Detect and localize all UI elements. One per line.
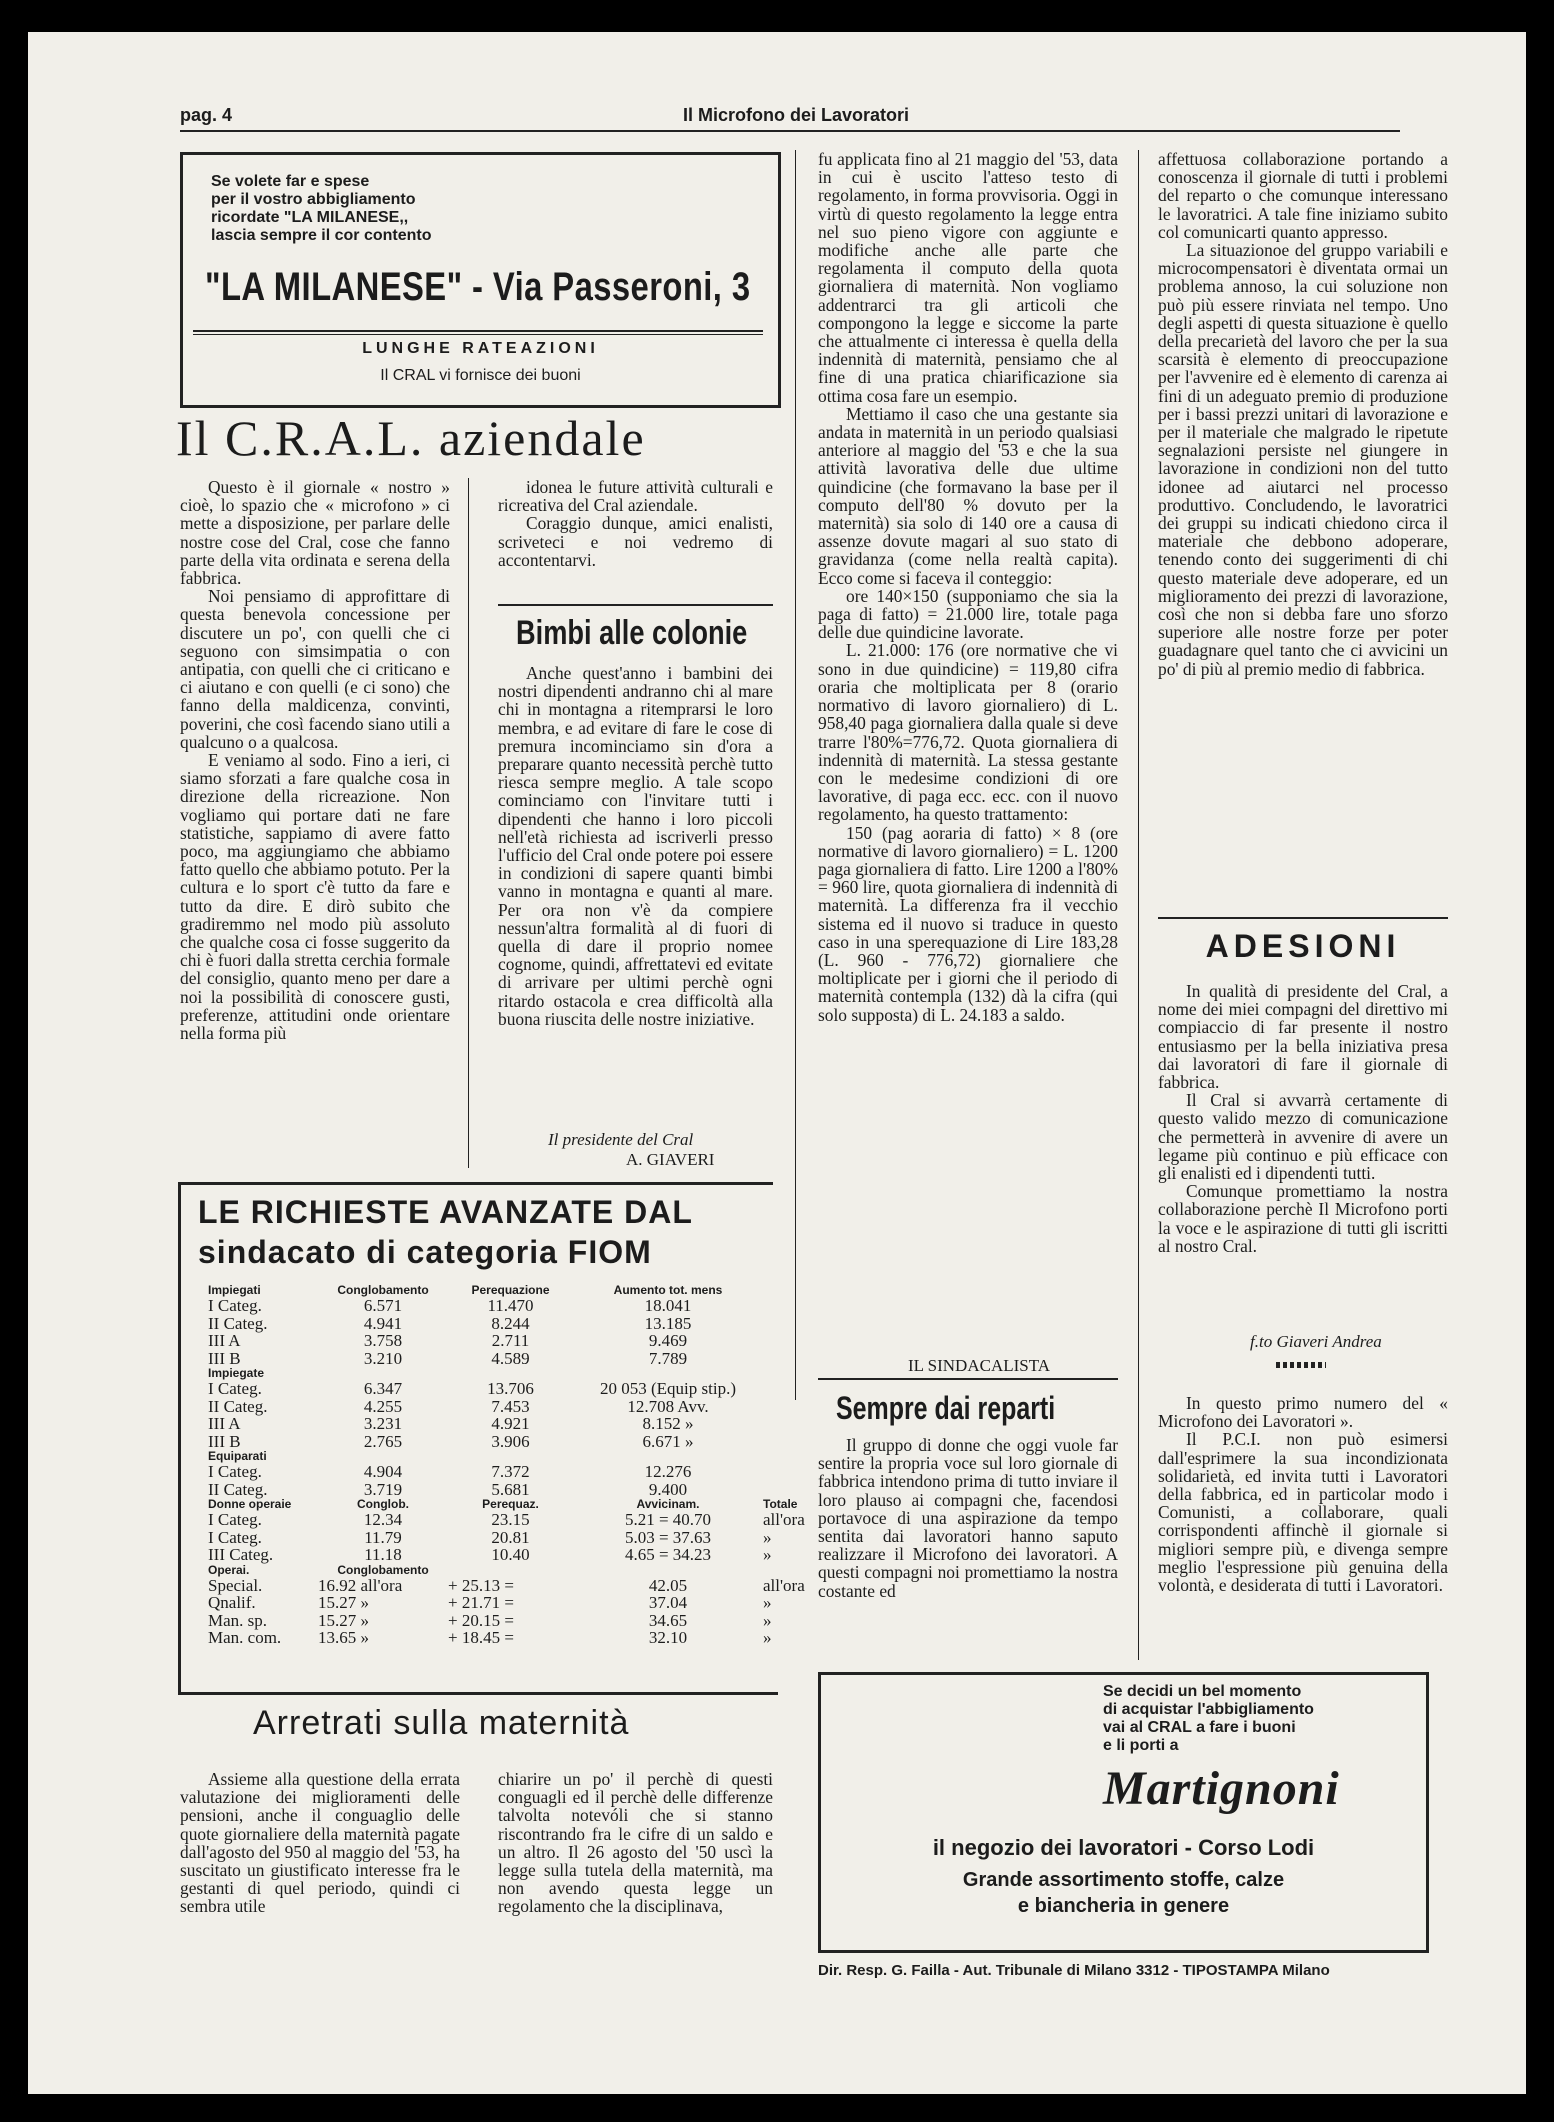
column-rule	[468, 478, 469, 1168]
table-cell: 12.708 Avv.	[627, 1396, 709, 1416]
table-cell: 3.210	[363, 1348, 403, 1368]
table-cell: 20 053 (Equip stip.)	[600, 1379, 736, 1398]
table-cell: 5.681	[491, 1479, 530, 1499]
table-cell: Man. com.	[208, 1628, 282, 1647]
table-row	[208, 1398, 823, 1416]
ad-la-milanese	[180, 152, 781, 408]
cral-column-2	[498, 478, 773, 569]
reparti-body	[818, 1436, 1118, 1600]
table-cell: »	[763, 1593, 772, 1612]
table-cell: 7.372	[491, 1462, 530, 1481]
table-cell: 12.276	[644, 1462, 692, 1481]
table-cell: 13.185	[644, 1313, 692, 1333]
table-row	[208, 1463, 823, 1481]
table-cell: 4.65 = 34.23	[624, 1545, 712, 1564]
table-cell: + 21.71 =	[448, 1593, 514, 1612]
ad-martignoni-offer-2: e biancheria in genere	[1017, 1895, 1230, 1917]
table-cell: 3.758	[363, 1331, 403, 1350]
table-cell: 2.711	[491, 1331, 530, 1350]
ad-line: lascia sempre il cor contento	[211, 227, 432, 244]
fiom-title-1: LE RICHIESTE AVANZATE DAL	[198, 1194, 693, 1230]
paragraph: Anche quest'anno i bambini dei nostri dipendenti andranno chi al mare chi in montagna a ritemprarsi le loro membra, e ad evitare di fare le cose di premura incominciamo sin d'ora a preparare quanto necessità perchè tutto riesca sempre meglio. A tale scopo cominciamo con l'invitare tutti i dipendenti che hanno i loro piccoli nell'età richiesta ad iscriverli presso l'ufficio del Cral onde potere poi essere in condizioni di sapere quanti bimbi vanno in montagna e quanti al mare. Per ora non v'è da compiere nessun'altra formalità al di fuori di quella di dare il proprio nomee cognome, quindi, affrettatevi ed evitate di arrivare per ultimi perchè ogni ritardo ostacola e crea difficoltà alla buona riuscita delle nostre iniziative.	[498, 663, 773, 1029]
table-cell: 9.400	[648, 1479, 688, 1499]
paragraph: Comunque promettiamo la nostra collaborazione perchè Il Microfono porti la voce e le aspirazione di tutti gli iscritti al nostro Cral.	[1158, 1181, 1448, 1256]
ad-line: per il vostro abbigliamento	[211, 191, 416, 208]
bimbi-signature-name: A. GIAVERI	[626, 1150, 715, 1169]
table-header: Equiparati	[208, 1449, 267, 1463]
table-row	[208, 1350, 823, 1368]
table-cell: 5.21 = 40.70	[624, 1510, 712, 1529]
table-row	[208, 1546, 823, 1564]
fiom-top-rule	[180, 1182, 773, 1185]
table-row	[208, 1629, 823, 1647]
table-cell: Special.	[208, 1575, 263, 1595]
table-header: Operai.	[208, 1562, 250, 1577]
table-cell: III Categ.	[208, 1545, 274, 1564]
header-rule	[180, 130, 1400, 132]
fiom-bottom-rule	[178, 1692, 778, 1695]
ad-martignoni	[818, 1672, 1429, 1953]
table-cell: »	[763, 1545, 772, 1564]
arretrati-title: Arretrati sulla maternità	[253, 1704, 630, 1742]
table-row	[208, 1433, 823, 1451]
paragraph: La situazionoe del gruppo variabili e microcompensatori è diventata ormai un problema annoso, la cui soluzione non può più essere rinviata nel tempo. Uno degli aspetti di questa situazione è quello della precarietà del lavoro che per la sua scarsità è elemento di preoccupazione per l'avvenire ed è elemento di carenza ai fini di un adeguato premio di produzione per i bassi prezzi unitari di lavorazione e per il materiale che malgrado le ripetute segnalazioni persiste nel giungere in lavorazione in condizioni non del tutto idonee ad aiutarci nel processo produttivo. Concludendo, le lavoratrici dei gruppi su indicati chiedono circa il materiale che debbono adoperare, tenendo conto dei suggerimenti di chi questo materiale deve adoperare, ed un miglioramento dei prezzi di lavorazione, così che non si debba fare uno sforzo superiore alle nostre forze per poter guadagnare quel tanto che ci avvicini un po' di più al premio medio di fabbrica.	[1158, 240, 1448, 679]
paragraph: In qualità di presidente del Cral, a nome dei miei compagni del direttivo mi compiaccio di far presente il nostro entusiasmo per la bella iniziativa presa dai lavoratori di fare il giornale di fabbrica.	[1158, 981, 1448, 1093]
table-cell: 8.244	[491, 1313, 530, 1333]
table-cell: 16.92 all'ora	[318, 1575, 403, 1595]
table-cell: I Categ.	[208, 1379, 262, 1398]
ad-line: di acquistar l'abbigliamento	[1103, 1701, 1314, 1718]
table-cell: Man. sp.	[208, 1610, 268, 1630]
reparti-column-4	[1158, 150, 1448, 678]
cral-article-title: Il C.R.A.L. aziendale	[176, 410, 646, 466]
table-cell: 23.15	[491, 1510, 530, 1529]
paragraph: fu applicata fino al 21 maggio del '53, data in cui è uscito l'atteso testo di regolamento, in forma provvisoria. Oggi in virtù di questo regolamento la legge entra nel suo pieno vigore con aggiunte e modifiche anche alle parte che regolamenta il computo della quota giornaliera di maternità. Non vogliamo addentrarci tra gli articoli che compongono la legge e siccome la parte che attualmente ci interessa è quella della indennità di maternità, pensiamo che al fine di una pratica chiarificazione sia ottima cosa fare un esempio.	[818, 149, 1118, 406]
table-cell: 4.589	[491, 1348, 530, 1368]
table-cell: + 20.15 =	[448, 1610, 514, 1630]
ad-milanese-terms: LUNGHE RATEAZIONI	[362, 340, 599, 357]
journal-title: Il Microfono dei Lavoratori	[683, 105, 910, 125]
table-header: Perequaz.	[482, 1497, 539, 1511]
table-cell: 9.469	[648, 1331, 688, 1350]
reparti-title: Sempre dai reparti	[836, 1390, 1056, 1426]
table-cell: 8.152 »	[642, 1414, 694, 1433]
divider	[193, 334, 763, 335]
table-cell: 6.571	[363, 1296, 403, 1315]
paragraph: Il gruppo di donne che oggi vuole far sentire la propria voce sul loro giornale di fabbrica intendono prima di tutto inviare il loro plauso ai compagni che, facendosi portavoce di una aspirazione da tempo sentita dai lavoratori hanno saputo realizzare il Microfono dei lavoratori. A questi compagni noi promettiamo la nostra costante ed	[818, 1435, 1118, 1601]
table-row	[208, 1297, 823, 1315]
table-cell: all'ora	[763, 1510, 805, 1529]
divider	[818, 1378, 1118, 1380]
fiom-left-rule	[178, 1182, 181, 1692]
ad-milanese-headline: "LA MILANESE" - Via Passeroni, 3	[205, 265, 751, 309]
paragraph: Il Cral si avvarrà certamente di questo valido mezzo di comunicazione che permetterà in avvenire di avere un legame più continuo e più efficace con gli enalisti ed i dipendenti tutti.	[1158, 1090, 1448, 1184]
column-rule	[795, 150, 796, 1400]
table-cell: 6.671 »	[642, 1431, 694, 1451]
table-cell: 11.79	[364, 1527, 402, 1547]
cral-column-1	[180, 478, 450, 1042]
table-cell: I Categ.	[208, 1296, 262, 1315]
table-header: Avvicinam.	[636, 1497, 700, 1511]
table-header: Totale	[763, 1497, 798, 1511]
table-header: Perequazione	[471, 1283, 550, 1297]
table-row	[208, 1415, 823, 1433]
table-row	[208, 1612, 823, 1630]
table-cell: 3.719	[363, 1479, 403, 1499]
table-cell: + 25.13 =	[448, 1575, 514, 1595]
table-header: Impiegati	[208, 1283, 261, 1297]
table-cell: 2.765	[363, 1431, 403, 1451]
table-cell: I Categ.	[208, 1527, 262, 1547]
ad-line: Se decidi un bel momento	[1103, 1683, 1302, 1700]
ad-line: ricordate "LA MILANESE,,	[211, 209, 409, 226]
table-cell: III B	[208, 1431, 241, 1451]
ad-line: Se volete far e spese	[211, 173, 370, 190]
fiom-title-2: sindacato di categoria FIOM	[198, 1234, 652, 1270]
table-cell: 11.18	[364, 1545, 402, 1564]
table-row	[208, 1511, 823, 1529]
table-cell: 4.255	[363, 1396, 403, 1416]
table-header: Conglobamento	[337, 1283, 429, 1297]
table-cell: 32.10	[648, 1628, 688, 1647]
table-header: Conglobamento	[337, 1562, 429, 1577]
imprint: Dir. Resp. G. Failla - Aut. Tribunale di Milano 3312 - TIPOSTAMPA Milano	[818, 1962, 1330, 1979]
ad-martignoni-brand: Martignoni	[1103, 1762, 1340, 1815]
table-row	[208, 1332, 823, 1350]
table-header: Impiegate	[208, 1366, 265, 1380]
paragraph: E veniamo al sodo. Fino a ieri, ci siamo sforzati a fare qualche cosa in direzione della ricreazione. Non vogliamo qui portare dati ne fare statistiche, sappiamo di avere fatto poco, ma aggiungiamo che abbiamo fatto quello che abbiamo potuto. Per la cultura e lo sport c'è tutto da fare e tutto da dire. E dirò subito che gradiremmo nel modo più assoluto che qualche cosa ci fosse suggerito da chi è fuori dalla stretta cerchia formale del consiglio, quanto meno per dare a noi la possibilità di conoscere gusti, preferenze, attitudini onde orientare nella forma più	[180, 750, 450, 1044]
table-row	[208, 1594, 823, 1612]
table-row	[208, 1315, 823, 1333]
bimbi-body	[498, 664, 773, 1028]
table-cell: »	[763, 1610, 772, 1630]
column-rule	[1138, 150, 1139, 1660]
table-cell: »	[763, 1628, 772, 1647]
arretrati-column-2	[498, 1770, 773, 1916]
ad-line: vai al CRAL a fare i buoni	[1103, 1719, 1296, 1736]
table-cell: 3.231	[363, 1414, 403, 1433]
table-cell: 4.941	[363, 1313, 403, 1333]
table-cell: Qnalif.	[208, 1593, 256, 1612]
paragraph: Mettiamo il caso che una gestante sia andata in maternità in un periodo qualsiasi anteriore al maggio del '53 e che la sua attività lavorativa delle due ultime quindicine (che formavano la base per il computo dell'80 % dovuto per la maternità) sia solo di 140 ore a causa di assenze dovute magari al suo stato di gravidanza (come nella realtà capita). Ecco come si faceva il conteggio:	[818, 403, 1118, 588]
adesioni-signature: f.to Giaveri Andrea	[1250, 1332, 1382, 1351]
table-cell: 12.34	[363, 1510, 403, 1529]
ad-milanese-footer: Il CRAL vi fornisce dei buoni	[380, 367, 581, 384]
paragraph: Noi pensiamo di approfittare di questa benevola concessione per discutere un po', con quelli che ci seguono con simsimpatia o con antipatia, con quelli che ci criticano e ci aiutano e con quelli (e ci sono) che fanno della maldicenza, convinti, poverini, che così facendo siano utili a qualcuno o a qualcosa.	[180, 586, 450, 752]
adesioni-body	[1158, 982, 1448, 1255]
fiom-requests-table	[208, 1284, 823, 1647]
paragraph: Coraggio dunque, amici enalisti, scriveteci e noi vedremo di accontentarvi.	[498, 513, 773, 570]
divider	[498, 604, 773, 606]
ad-martignoni-offer-1: Grande assortimento stoffe, calze	[962, 1869, 1285, 1891]
table-cell: 34.65	[648, 1610, 688, 1630]
table-cell: 7.453	[491, 1396, 530, 1416]
table-cell: 37.04	[648, 1593, 688, 1612]
ad-line: e li porti a	[1103, 1737, 1179, 1754]
divider	[1158, 917, 1448, 919]
page-number: pag. 4	[180, 105, 233, 125]
fiom-table	[208, 1284, 823, 1647]
table-cell: II Categ.	[208, 1396, 268, 1416]
ad-milanese-rhyme	[211, 173, 432, 245]
bimbi-title: Bimbi alle colonie	[516, 614, 748, 652]
paragraph: chiarire un po' il perchè di questi conguagli ed il perchè delle differenze talvolta notevóli che si stanno riscontrando fra le cifre di un saldo e un altro. Il 26 agosto del '50 uscì la legge sulla tutela della maternità, ma non avendo questa legge un regolamento che la disciplinava,	[498, 1769, 773, 1917]
table-cell: 42.05	[648, 1575, 688, 1595]
table-cell: + 18.45 =	[448, 1628, 514, 1647]
paragraph: L. 21.000: 176 (ore normative che vi sono in due quindicine) = 119,80 cifra oraria che moltiplicata per 8 (orario normativo di lavoro giornaliero) di L. 958,40 paga giornaliera dalla quale si deve trarre l'80%=776,72. Quota giornaliera di indennità di maternità. La stessa gestante con le medesime condizioni di ore lavorative, di paga ecc. ecc. con il nuovo regolamento, ha questo trattamento:	[818, 640, 1118, 825]
table-cell: 5.03 = 37.63	[624, 1527, 712, 1547]
table-cell: 3.906	[491, 1431, 530, 1451]
paragraph: Questo è il giornale « nostro » cioè, lo spazio che « microfono » ci mette a disposizione, per parlare delle nostre cose del Cral, cose che fanno parte della vita ordinata e serena della fabbrica.	[180, 477, 450, 589]
table-cell: 13.706	[487, 1379, 534, 1398]
table-cell: II Categ.	[208, 1313, 268, 1333]
table-cell: 6.347	[363, 1379, 403, 1398]
adesioni-title: ADESIONI	[1205, 928, 1401, 964]
table-row	[208, 1481, 823, 1499]
table-cell: 11.470	[487, 1296, 534, 1315]
pci-statement	[1158, 1394, 1448, 1594]
divider	[193, 330, 763, 332]
paragraph: In questo primo numero del « Microfono dei Lavoratori ».	[1158, 1393, 1448, 1432]
table-cell: III A	[208, 1331, 241, 1350]
table-cell: all'ora	[763, 1575, 805, 1595]
ad-martignoni-tagline: il negozio dei lavoratori - Corso Lodi	[932, 1835, 1315, 1860]
table-cell: III B	[208, 1348, 241, 1368]
table-row	[208, 1529, 823, 1547]
table-cell: 13.65 »	[318, 1628, 369, 1647]
table-cell: 10.40	[491, 1545, 530, 1564]
table-header: Conglob.	[357, 1497, 409, 1511]
paragraph: Assieme alla questione della errata valutazione dei miglioramenti delle pensioni, anche il conguaglio delle quote giornaliere della maternità pagate dall'agosto del 950 al maggio del '53, ha suscitato un giustificato interesse fra le gestanti di quel periodo, quindi ci sembra utile	[180, 1769, 460, 1917]
table-cell: I Categ.	[208, 1462, 262, 1481]
ad-martignoni-rhyme	[1103, 1683, 1314, 1755]
paragraph: idonea le future attività culturali e ricreativa del Cral aziendale.	[498, 477, 773, 516]
table-row	[208, 1577, 823, 1595]
table-cell: I Categ.	[208, 1510, 262, 1529]
paragraph: ore 140×150 (supponiamo che sia la paga di fatto) = 21.000 lire, totale paga delle due quindicine lavorate.	[818, 585, 1118, 643]
newspaper-page	[28, 32, 1526, 2094]
table-cell: 4.904	[363, 1462, 403, 1481]
arretrati-column-3	[818, 150, 1118, 1024]
paragraph: Il P.C.I. non può esimersi dall'esprimere la sua incondizionata solidarietà, ed invita tutti i Lavoratori della fabbrica, ed in particolar modo i Comunisti, a collaborare, quali corrispondenti affinchè il giornale si migliori sempre più, e divenga sempre meglio l'espressione più genuina della volontà, e desiderata di tutti i Lavoratori.	[1158, 1429, 1448, 1596]
table-header: Donne operaie	[208, 1497, 292, 1511]
table-section-header	[208, 1564, 823, 1577]
arretrati-signature: IL SINDACALISTA	[908, 1356, 1051, 1375]
arretrati-column-1	[180, 1770, 460, 1916]
table-cell: »	[763, 1527, 772, 1547]
paragraph: affettuosa collaborazione portando a conoscenza il giornale di tutti i problemi del reparto o che comunque interessano le lavoratrici. A tale fine iniziamo subito col comunicarti quanto appresso.	[1158, 149, 1448, 242]
table-cell: 18.041	[644, 1296, 692, 1315]
table-row	[208, 1380, 823, 1398]
table-cell: 15.27 »	[318, 1593, 369, 1612]
table-cell: III A	[208, 1414, 241, 1433]
table-cell: 20.81	[491, 1527, 530, 1547]
ornament-divider	[1276, 1362, 1326, 1368]
table-cell: 15.27 »	[318, 1610, 369, 1630]
paragraph: 150 (pag aoraria di fatto) × 8 (ore normative di lavoro giornaliero) = L. 1200 paga giornaliera di fatto. Lire 1200 a l'80% = 960 lire, quota giornaliera di indennità di maternità. La differenza fra il vecchio sistema ed il nuovo si traduce in questo caso in una sperequazione di Lire 183,28 (L. 960 - 776,72) giornaliere che moltiplicate per i giorni che il periodo di maternità contempla (132) dà la cifra (qui solo supposta) di L. 24.183 a saldo.	[818, 822, 1118, 1025]
table-cell: 4.921	[491, 1414, 530, 1433]
bimbi-signature-role: Il presidente del Cral	[548, 1130, 694, 1149]
table-cell: II Categ.	[208, 1479, 268, 1499]
table-cell: 7.789	[648, 1348, 688, 1368]
table-header: Aumento tot. mens	[613, 1283, 723, 1297]
